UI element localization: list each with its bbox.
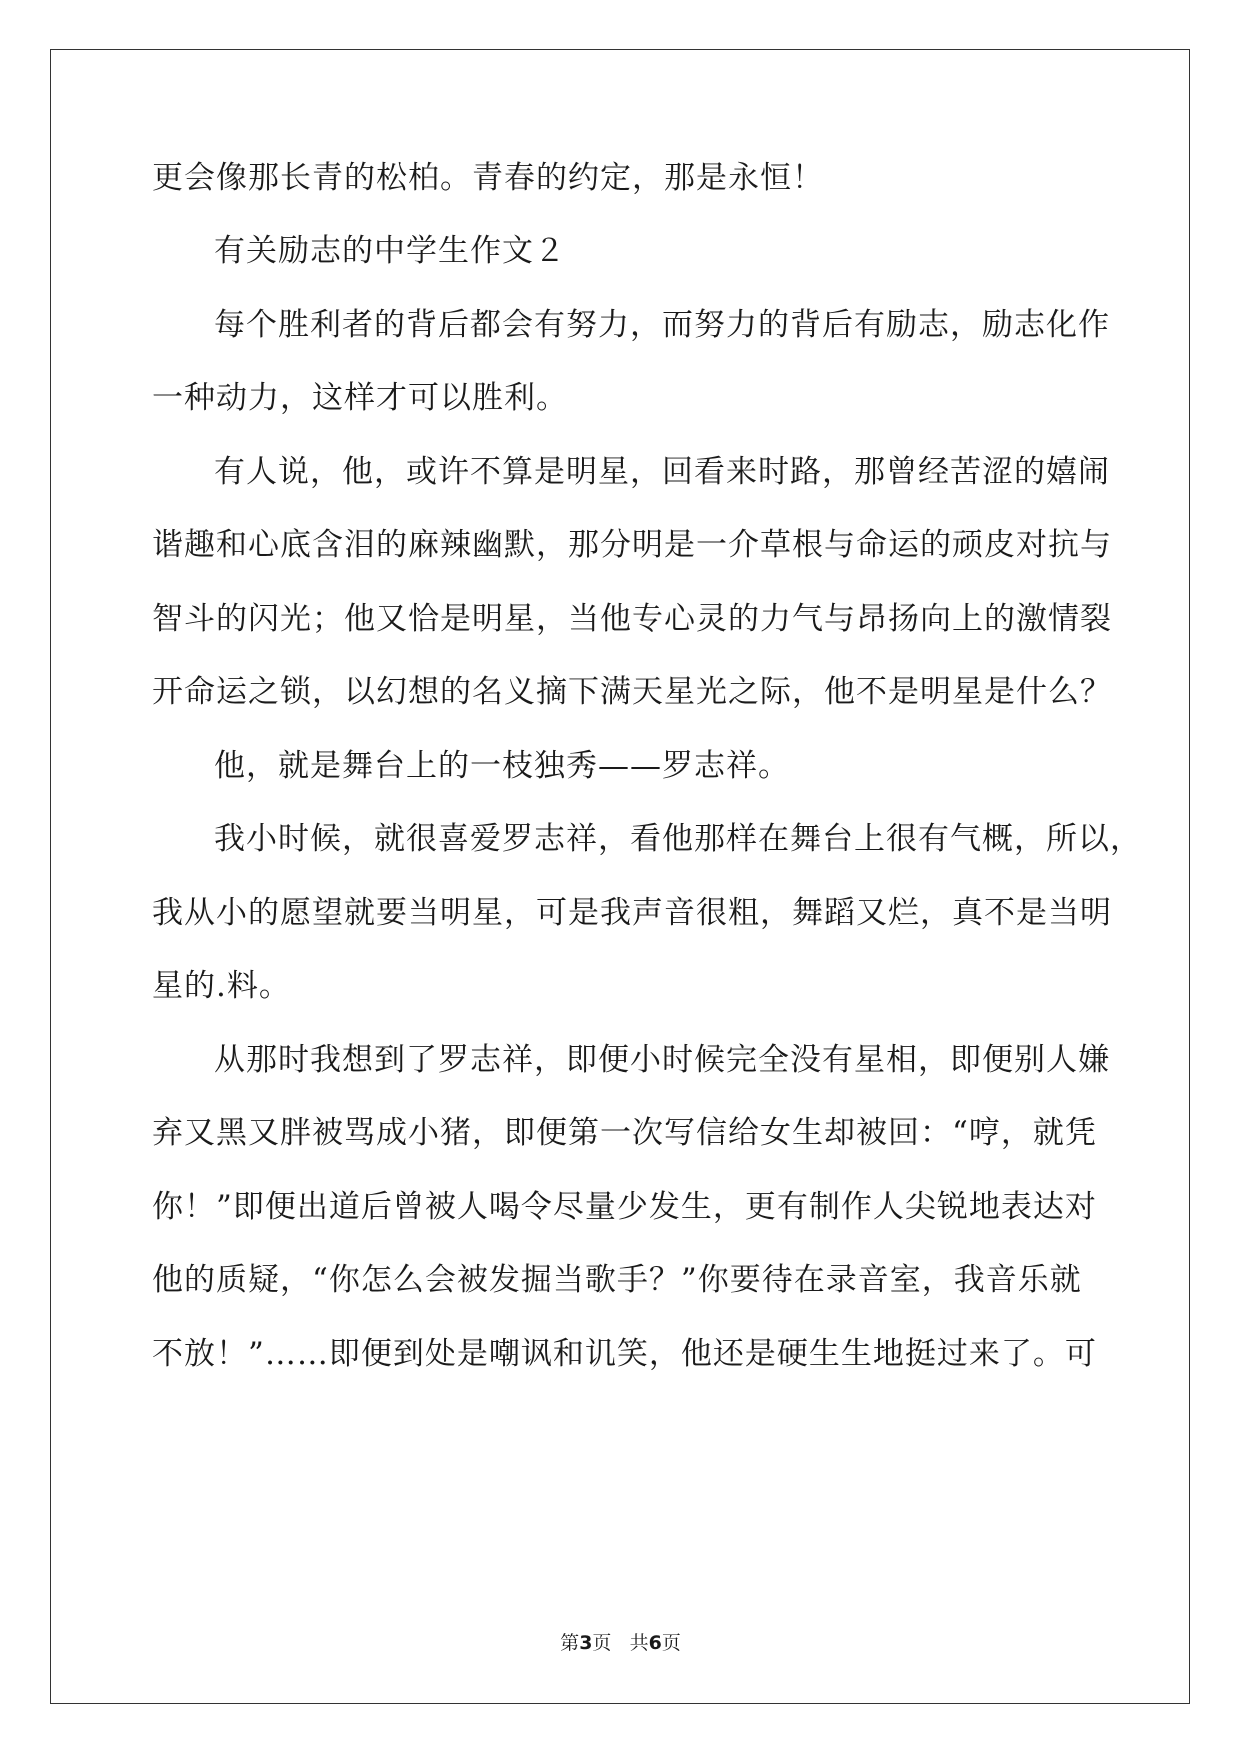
- page-unit: 页: [592, 1632, 612, 1654]
- total-pages: 6: [648, 1632, 662, 1654]
- text-line: 弃又黑又胖被骂成小猪，即便第一次写信给女生却被回：“哼，就凭: [152, 1115, 1097, 1151]
- text-line: 从那时我想到了罗志祥，即便小时候完全没有星相，即便别人嫌: [214, 1042, 1110, 1078]
- text-line: 更会像那长青的松柏。青春的约定，那是永恒！: [152, 160, 824, 196]
- text-line: 他的质疑，“你怎么会被发掘当歌手？”你要待在录音室，我音乐就: [152, 1262, 1082, 1298]
- total-prefix: 共: [629, 1632, 649, 1654]
- text-line: 一种动力，这样才可以胜利。: [152, 380, 568, 416]
- page-prefix: 第: [560, 1632, 580, 1654]
- total-unit: 页: [661, 1632, 681, 1654]
- text-line: 智斗的闪光；他又恰是明星，当他专心灵的力气与昂扬向上的激情裂: [152, 601, 1112, 637]
- text-line: 不放！”……即便到处是嘲讽和讥笑，他还是硬生生地挺过来了。可: [152, 1336, 1097, 1372]
- text-line: 谐趣和心底含泪的麻辣幽默，那分明是一介草根与命运的顽皮对抗与: [152, 527, 1112, 563]
- text-line: 我小时候，就很喜爱罗志祥，看他那样在舞台上很有气概，所以，: [214, 821, 1142, 857]
- text-line: 你！”即便出道后曾被人喝令尽量少发生，更有制作人尖锐地表达对: [152, 1189, 1097, 1225]
- text-line: 每个胜利者的背后都会有努力，而努力的背后有励志，励志化作: [214, 307, 1110, 343]
- text-line: 开命运之锁，以幻想的名义摘下满天星光之际，他不是明星是什么？: [152, 674, 1112, 710]
- page-footer: [0, 1628, 1241, 1655]
- text-line: 我从小的愿望就要当明星，可是我声音很粗，舞蹈又烂，真不是当明: [152, 895, 1112, 931]
- text-line: 有人说，他，或许不算是明星，回看来时路，那曾经苦涩的嬉闹: [214, 454, 1110, 490]
- section-heading: 有关励志的中学生作文２: [214, 233, 566, 269]
- text-line: 星的.料。: [152, 968, 291, 1004]
- text-line: 他，就是舞台上的一枝独秀——罗志祥。: [214, 748, 790, 784]
- page-number: 3: [579, 1632, 593, 1654]
- page-border: [50, 49, 1190, 1704]
